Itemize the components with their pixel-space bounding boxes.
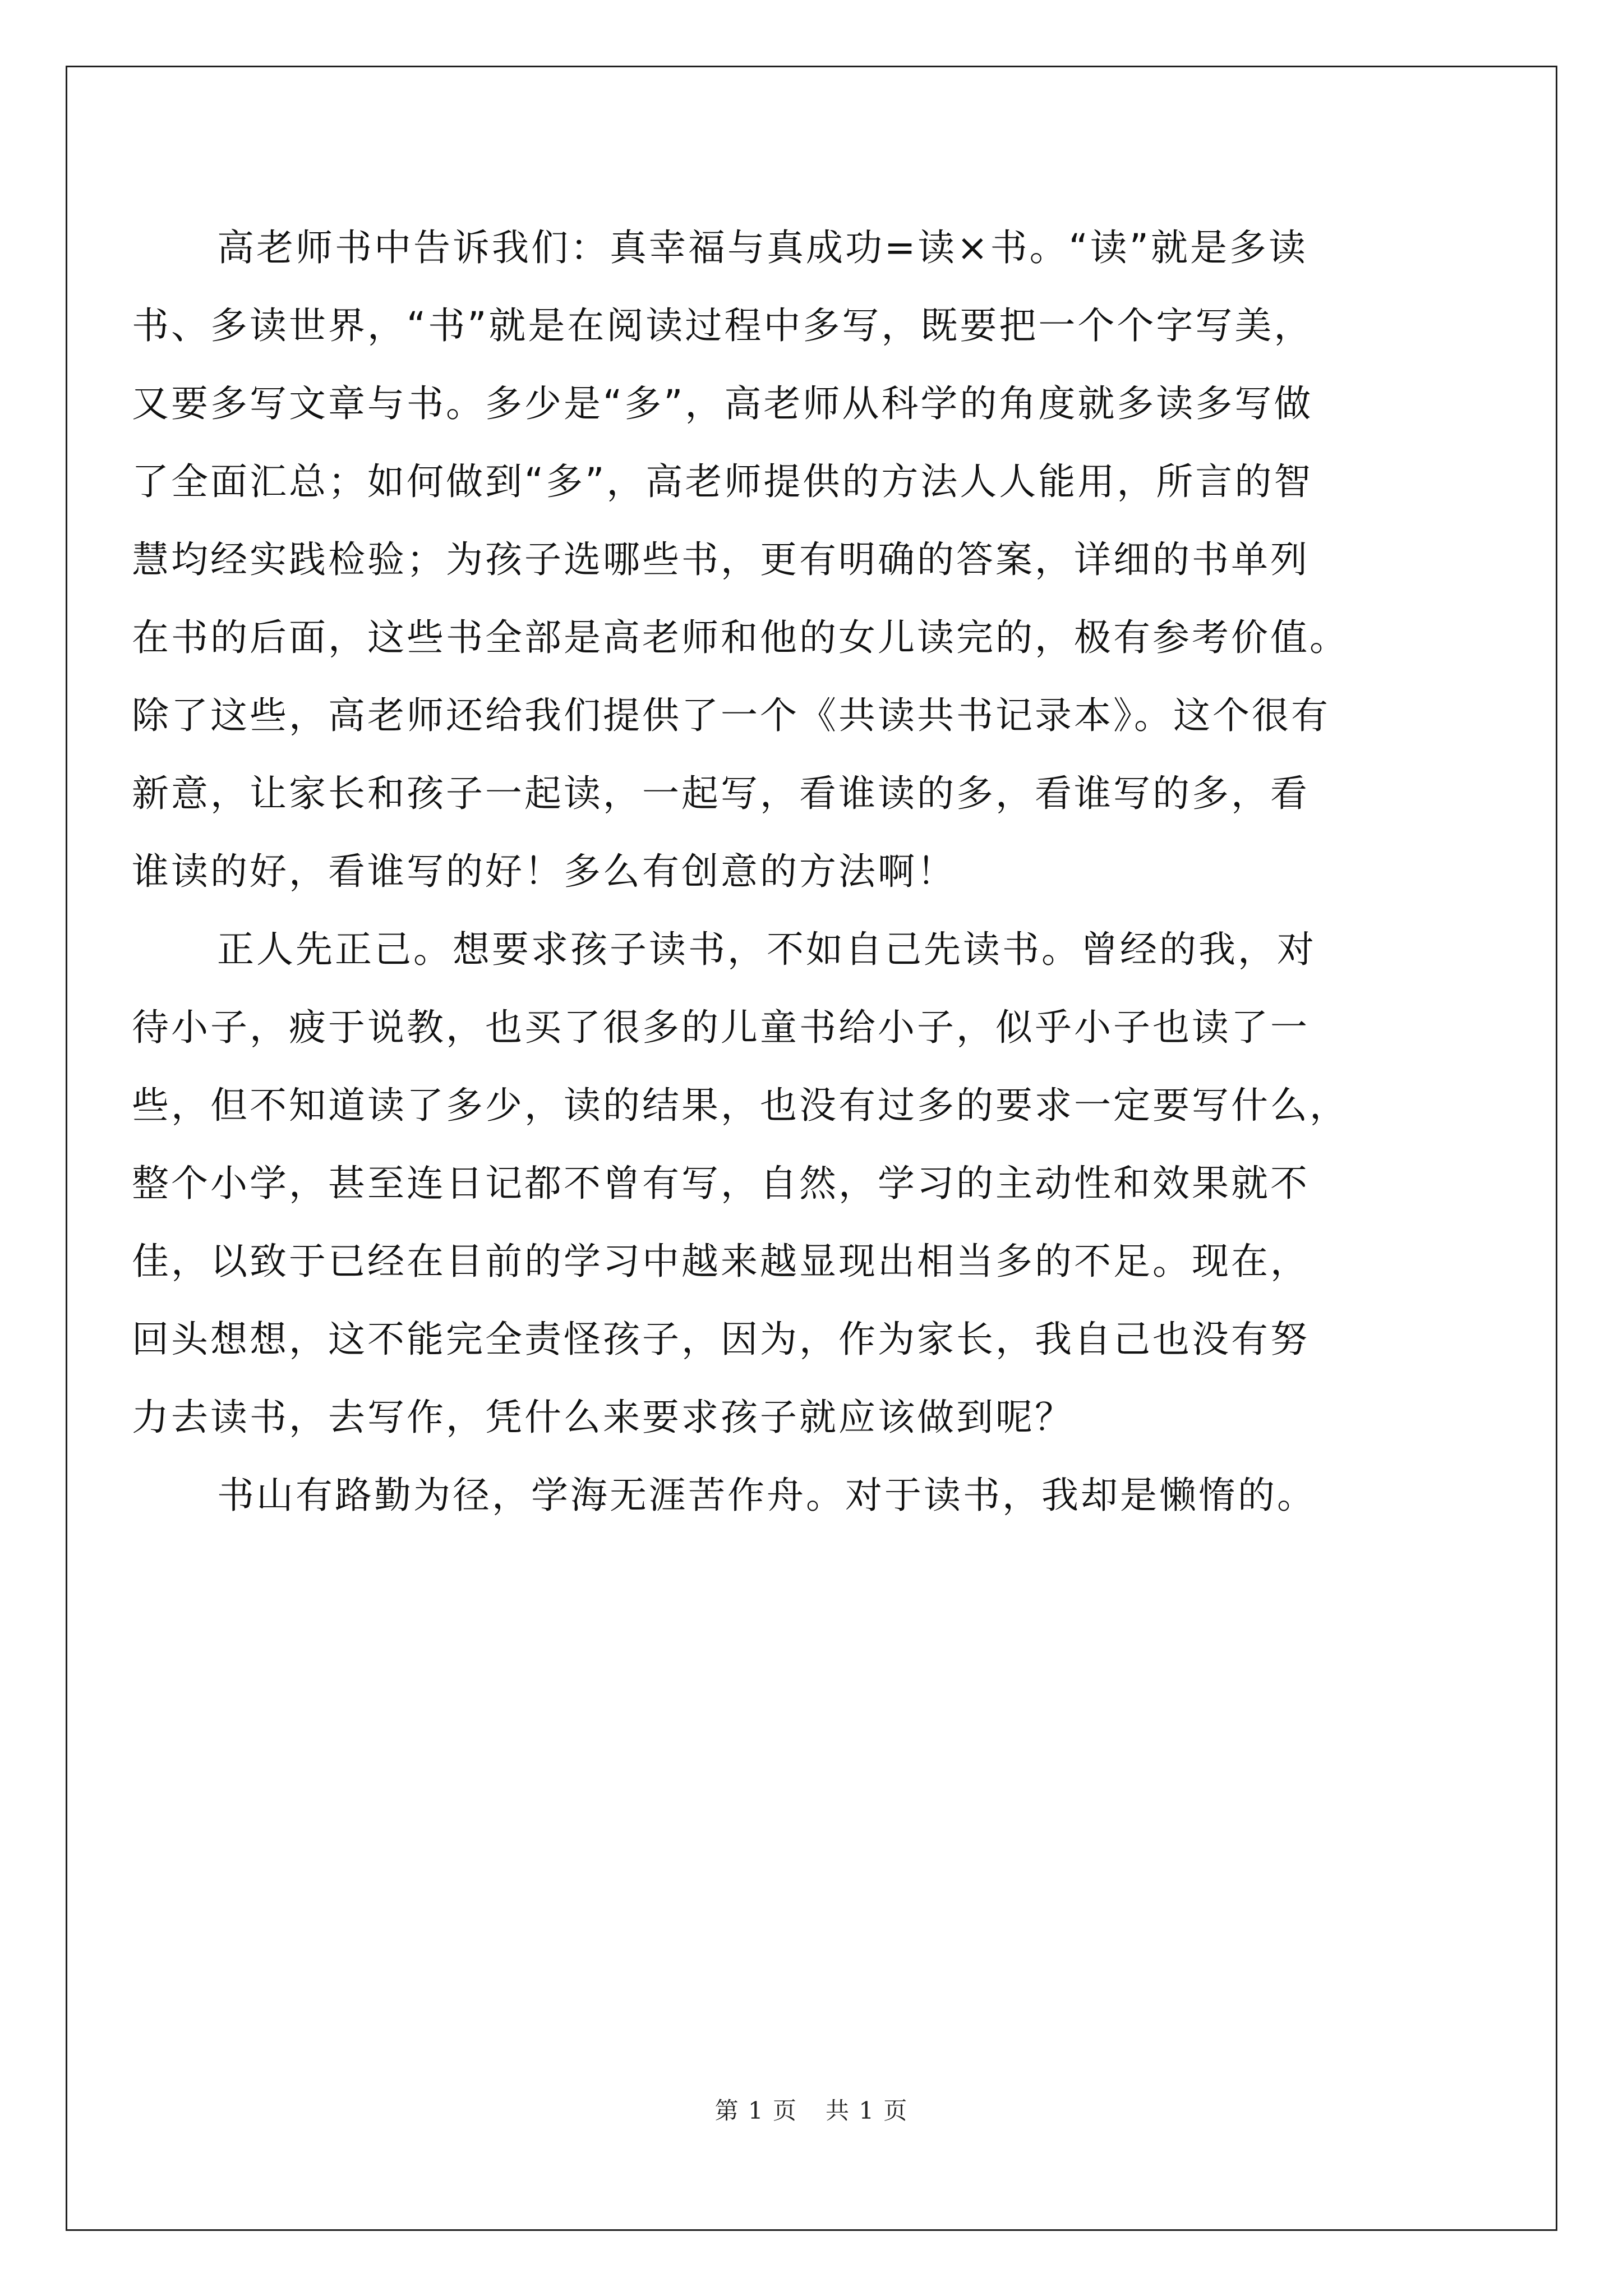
text-line: 些，但不知道读了多少，读的结果，也没有过多的要求一定要写什么， [132,1084,1349,1127]
text-line: 慧均经实践检验；为孩子选哪些书，更有明确的答案，详细的书单列 [132,538,1310,581]
text-line: 在书的后面，这些书全部是高老师和他的女儿读完的，极有参考价值。 [132,616,1349,659]
text-line: 书、多读世界，“书”就是在阅读过程中多写，既要把一个个字写美， [132,304,1313,347]
text-line: 佳，以致于已经在目前的学习中越来越显现出相当多的不足。现在， [132,1240,1310,1283]
text-line: 新意，让家长和孩子一起读，一起写，看谁读的多，看谁写的多，看 [132,772,1310,815]
text-line: 回头想想，这不能完全责怪孩子，因为，作为家长，我自己也没有努 [132,1318,1310,1361]
page-count: 共 1 页 [826,2097,909,2124]
text-line: 又要多写文章与书。多少是“多”，高老师从科学的角度就多读多写做 [132,382,1313,425]
text-line: 待小子，疲于说教，也买了很多的儿童书给小子，似乎小子也读了一 [132,1006,1310,1049]
text-line: 书山有路勤为径，学海无涯苦作舟。对于读书，我却是懒惰的。 [217,1474,1316,1517]
text-line: 谁读的好，看谁写的好！多么有创意的方法啊！ [132,850,956,893]
document-body [132,209,1467,1534]
text-line: 正人先正己。想要求孩子读书，不如自己先读书。曾经的我，对 [217,928,1316,971]
text-line: 了全面汇总；如何做到“多”，高老师提供的方法人人能用，所言的智 [132,460,1313,503]
text-line: 力去读书，去写作，凭什么来要求孩子就应该做到呢？ [132,1396,1074,1439]
text-line: 除了这些，高老师还给我们提供了一个《共读共书记录本》。这个很有 [132,694,1330,737]
page-number: 第 1 页 [714,2097,797,2124]
page-footer [0,2092,1623,2126]
text-line: 高老师书中告诉我们：真幸福与真成功=读×书。“读”就是多读 [217,226,1308,269]
text-line: 整个小学，甚至连日记都不曾有写，自然，学习的主动性和效果就不 [132,1162,1310,1205]
